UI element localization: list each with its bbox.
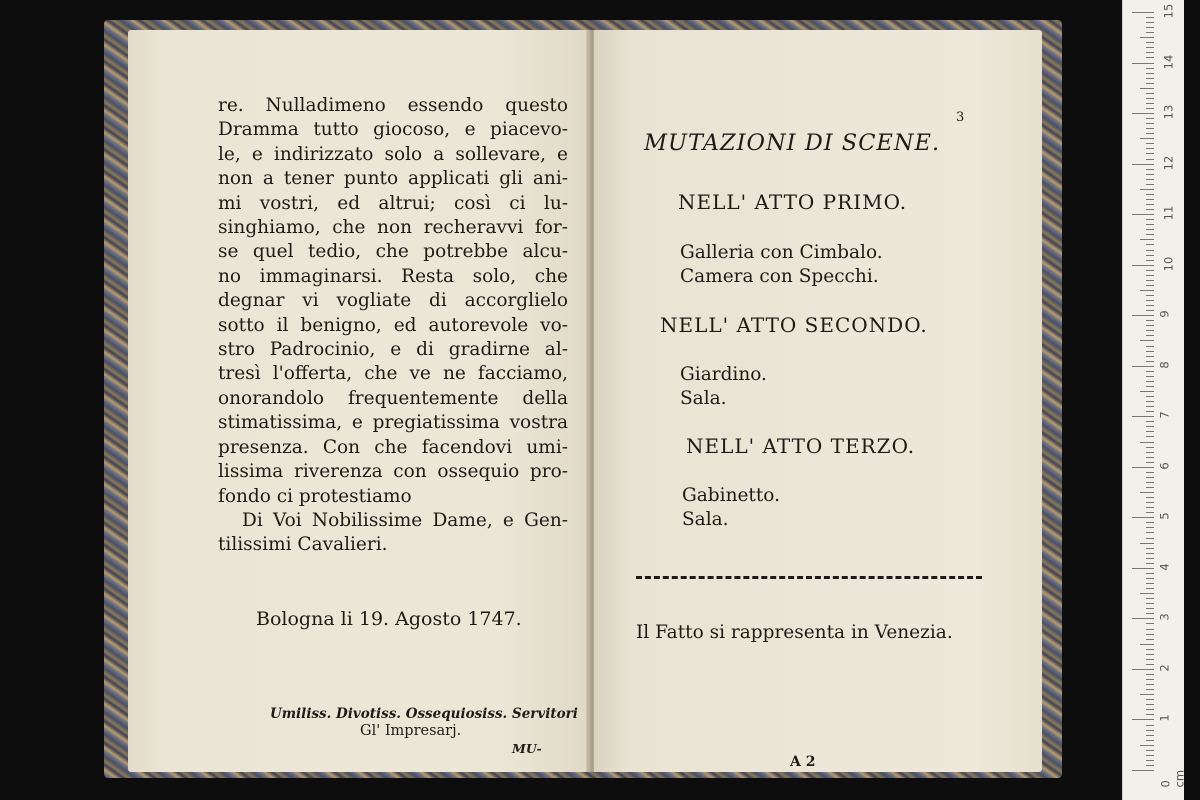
scene-item: Giardino. <box>680 364 767 385</box>
ruler-tick <box>1146 219 1154 220</box>
text-line: singhiamo, che non recheravvi for- <box>218 217 568 239</box>
ruler-tick <box>1146 588 1154 589</box>
ruler-tick <box>1146 664 1154 665</box>
text-line: Dramma tutto giocoso, e piacevo- <box>218 119 568 141</box>
signature-impresari: Gl' Impresarj. <box>360 723 462 739</box>
right-page <box>594 30 1042 772</box>
ruler-tick <box>1146 714 1154 715</box>
ruler-tick <box>1146 133 1154 134</box>
ruler-tick <box>1146 27 1154 28</box>
ruler-label: 2 <box>1157 664 1172 672</box>
catchword: MU- <box>512 741 542 756</box>
ruler-tick <box>1146 654 1154 655</box>
ruler-tick <box>1146 386 1154 387</box>
ruler-tick <box>1146 765 1154 766</box>
ruler-tick <box>1140 290 1154 291</box>
ruler-tick <box>1146 73 1154 74</box>
ruler-tick <box>1146 649 1154 650</box>
ruler-tick <box>1146 452 1154 453</box>
ruler-tick <box>1146 396 1154 397</box>
ruler-tick <box>1146 558 1154 559</box>
ruler-tick <box>1146 623 1154 624</box>
ruler-tick <box>1140 543 1154 544</box>
ruler-tick <box>1146 538 1154 539</box>
ruler-tick <box>1146 285 1154 286</box>
ruler-tick <box>1146 608 1154 609</box>
ruler-tick <box>1140 239 1154 240</box>
ruler-tick <box>1146 532 1154 533</box>
ruler-tick <box>1132 568 1154 569</box>
ruler-tick <box>1132 467 1154 468</box>
ruler-tick <box>1132 113 1154 114</box>
ruler-tick <box>1146 371 1154 372</box>
ruler-tick <box>1146 411 1154 412</box>
ruler-tick <box>1146 184 1154 185</box>
ruler-tick <box>1146 159 1154 160</box>
scene-item: Sala. <box>680 388 727 409</box>
scene-item: Gabinetto. <box>682 485 780 506</box>
ruler-tick <box>1146 457 1154 458</box>
ruler-tick <box>1146 47 1154 48</box>
ruler-tick <box>1146 401 1154 402</box>
text-line: re. Nulladimeno essendo questo <box>218 95 568 116</box>
ruler-tick <box>1146 426 1154 427</box>
text-line: no immaginarsi. Resta solo, che <box>218 265 568 287</box>
ruler-tick <box>1146 578 1154 579</box>
ruler-tick <box>1146 351 1154 352</box>
ruler-label: 6 <box>1157 462 1172 470</box>
signature: Umiliss. Divotiss. Ossequiosiss. Servitori <box>270 706 578 722</box>
ruler-tick <box>1146 310 1154 311</box>
text-line: le, e indirizzato solo a sollevare, e <box>218 143 568 165</box>
ruler-tick <box>1146 153 1154 154</box>
ruler-tick <box>1146 735 1154 736</box>
ruler-tick <box>1132 12 1154 13</box>
section-rule <box>636 576 982 580</box>
ruler-tick <box>1140 745 1154 746</box>
ruler-tick <box>1146 659 1154 660</box>
text-line: sotto il benigno, ed autorevole vo- <box>218 314 568 336</box>
ruler-tick <box>1146 507 1154 508</box>
text-line: mi vostri, ed altrui; così ci lu- <box>218 192 568 214</box>
ruler-tick <box>1140 37 1154 38</box>
ruler-tick <box>1146 143 1154 144</box>
ruler-tick <box>1146 598 1154 599</box>
ruler-tick <box>1140 644 1154 645</box>
ruler-tick <box>1146 740 1154 741</box>
ruler-tick <box>1146 98 1154 99</box>
ruler-tick <box>1146 679 1154 680</box>
ruler-tick <box>1146 52 1154 53</box>
ruler-tick <box>1146 244 1154 245</box>
ruler-tick <box>1146 148 1154 149</box>
ruler-tick <box>1146 381 1154 382</box>
text-line: presenza. Con che facendovi umi- <box>218 436 568 458</box>
ruler-tick <box>1146 22 1154 23</box>
ruler-tick <box>1146 83 1154 84</box>
ruler-tick <box>1140 189 1154 190</box>
ruler-tick <box>1146 639 1154 640</box>
ruler-tick <box>1132 517 1154 518</box>
ruler-tick <box>1146 123 1154 124</box>
ruler-tick <box>1146 553 1154 554</box>
text-line: Di Voi Nobilissime Dame, e Gen- <box>242 509 568 531</box>
ruler-tick <box>1146 209 1154 210</box>
ruler-tick <box>1132 416 1154 417</box>
ruler-tick <box>1132 618 1154 619</box>
ruler-tick <box>1146 224 1154 225</box>
scene-item: Galleria con Cimbalo. <box>680 242 883 263</box>
text-line: non a tener punto applicati gli ani- <box>218 168 568 190</box>
signature-mark: A 2 <box>790 754 816 770</box>
date-line: Bologna li 19. Agosto 1747. <box>256 608 522 630</box>
ruler-tick <box>1132 770 1154 771</box>
ruler-tick <box>1146 674 1154 675</box>
text-line: lissima riverenza con ossequio pro- <box>218 461 568 483</box>
scene-item: Sala. <box>682 509 729 530</box>
ruler-tick <box>1140 138 1154 139</box>
ruler-tick <box>1146 482 1154 483</box>
ruler-tick <box>1146 179 1154 180</box>
ruler-label: 14 <box>1161 54 1176 69</box>
ruler-tick <box>1146 280 1154 281</box>
footer-note: Il Fatto si rappresenta in Venezia. <box>636 622 953 643</box>
ruler-tick <box>1146 709 1154 710</box>
ruler-tick <box>1146 760 1154 761</box>
ruler-tick <box>1146 32 1154 33</box>
ruler-tick <box>1132 164 1154 165</box>
ruler-label: 12 <box>1161 155 1176 170</box>
ruler-tick <box>1146 103 1154 104</box>
ruler-tick <box>1146 634 1154 635</box>
ruler-tick <box>1146 300 1154 301</box>
ruler-tick <box>1146 689 1154 690</box>
act-heading: NELL' ATTO SECONDO. <box>660 313 928 337</box>
ruler-label: 1 <box>1157 714 1172 723</box>
text-line: stimatissima, e pregiatissima vostra <box>218 412 568 434</box>
ruler-tick <box>1140 442 1154 443</box>
ruler-label: 7 <box>1157 411 1172 419</box>
ruler-tick <box>1146 199 1154 200</box>
ruler-tick <box>1146 563 1154 564</box>
ruler-tick <box>1146 234 1154 235</box>
ruler-tick <box>1140 391 1154 392</box>
ruler-tick <box>1132 719 1154 720</box>
ruler-tick <box>1140 694 1154 695</box>
ruler-label: 8 <box>1157 361 1172 369</box>
ruler-tick <box>1146 128 1154 129</box>
ruler-tick <box>1132 214 1154 215</box>
ruler-tick <box>1146 356 1154 357</box>
ruler-tick <box>1146 42 1154 43</box>
text-line: onorandolo frequentemente della <box>218 387 568 409</box>
ruler-tick <box>1146 57 1154 58</box>
ruler-tick <box>1132 366 1154 367</box>
ruler-tick <box>1146 335 1154 336</box>
ruler-label: 5 <box>1157 512 1172 520</box>
ruler-tick <box>1146 603 1154 604</box>
ruler-tick <box>1146 699 1154 700</box>
ruler-tick <box>1146 725 1154 726</box>
ruler-tick <box>1146 583 1154 584</box>
ruler-tick <box>1146 320 1154 321</box>
ruler-tick <box>1146 406 1154 407</box>
ruler-tick <box>1146 502 1154 503</box>
ruler-tick <box>1146 108 1154 109</box>
ruler-tick <box>1146 376 1154 377</box>
ruler-tick <box>1146 421 1154 422</box>
ruler-tick <box>1146 295 1154 296</box>
ruler-tick <box>1146 93 1154 94</box>
page-title: MUTAZIONI DI SCENE. <box>644 130 941 156</box>
text-line: degnar vi vogliate di accorglielo <box>218 290 568 312</box>
ruler-label: 15 <box>1161 3 1176 19</box>
ruler-tick <box>1146 750 1154 751</box>
text-line: stro Padrocinio, e di gradirne al- <box>218 339 568 361</box>
ruler-tick <box>1146 361 1154 362</box>
ruler-tick <box>1146 704 1154 705</box>
ruler-tick <box>1146 78 1154 79</box>
ruler-tick <box>1146 462 1154 463</box>
ruler-tick <box>1146 250 1154 251</box>
ruler-tick <box>1146 613 1154 614</box>
text-line: tilissimi Cavalieri. <box>218 534 388 556</box>
ruler-tick <box>1146 325 1154 326</box>
ruler-tick <box>1132 63 1154 64</box>
ruler-tick <box>1146 118 1154 119</box>
ruler-tick <box>1132 265 1154 266</box>
ruler-tick <box>1146 629 1154 630</box>
measurement-ruler <box>1122 0 1187 800</box>
ruler-label: 11 <box>1161 205 1176 221</box>
ruler-tick <box>1140 492 1154 493</box>
text-line: fondo ci protestiamo <box>218 485 412 507</box>
ruler-tick <box>1146 684 1154 685</box>
ruler-tick <box>1146 548 1154 549</box>
ruler-tick <box>1146 174 1154 175</box>
ruler-tick <box>1146 255 1154 256</box>
ruler-tick <box>1146 527 1154 528</box>
page-number: 3 <box>956 110 965 125</box>
ruler-tick <box>1146 68 1154 69</box>
ruler-tick <box>1140 340 1154 341</box>
ruler-tick <box>1146 497 1154 498</box>
ruler-tick <box>1146 305 1154 306</box>
ruler-tick <box>1146 346 1154 347</box>
ruler-tick <box>1146 730 1154 731</box>
scene-item: Camera con Specchi. <box>680 266 879 287</box>
ruler-tick <box>1140 88 1154 89</box>
ruler-tick <box>1146 275 1154 276</box>
ruler-tick <box>1146 755 1154 756</box>
dedication-text <box>218 94 568 558</box>
ruler-tick <box>1146 270 1154 271</box>
ruler-tick <box>1146 431 1154 432</box>
ruler-tick <box>1140 593 1154 594</box>
left-page <box>128 30 590 772</box>
ruler-tick <box>1146 17 1154 18</box>
ruler-tick <box>1146 447 1154 448</box>
ruler-tick <box>1146 169 1154 170</box>
ruler-tick <box>1146 522 1154 523</box>
ruler-tick <box>1132 669 1154 670</box>
ruler-tick <box>1146 472 1154 473</box>
ruler-tick <box>1146 436 1154 437</box>
ruler-tick <box>1146 204 1154 205</box>
ruler-label: 10 <box>1161 256 1176 271</box>
ruler-tick <box>1146 512 1154 513</box>
ruler-tick <box>1146 229 1154 230</box>
ruler-label: 3 <box>1157 613 1172 622</box>
ruler-tick <box>1146 194 1154 195</box>
text-line: se quel tedio, che potrebbe alcu- <box>218 241 568 263</box>
ruler-tick <box>1146 330 1154 331</box>
text-line: tresì l'offerta, che ve ne facciamo, <box>218 363 568 385</box>
ruler-tick <box>1146 487 1154 488</box>
ruler-label: 13 <box>1161 104 1176 120</box>
ruler-label: 4 <box>1157 563 1172 571</box>
ruler-tick <box>1146 260 1154 261</box>
ruler-label: 0 cm <box>1158 769 1187 788</box>
act-heading: NELL' ATTO TERZO. <box>686 434 916 458</box>
ruler-tick <box>1146 573 1154 574</box>
act-heading: NELL' ATTO PRIMO. <box>678 190 908 214</box>
ruler-tick <box>1132 315 1154 316</box>
ruler-label: 9 <box>1157 310 1172 318</box>
ruler-tick <box>1146 477 1154 478</box>
